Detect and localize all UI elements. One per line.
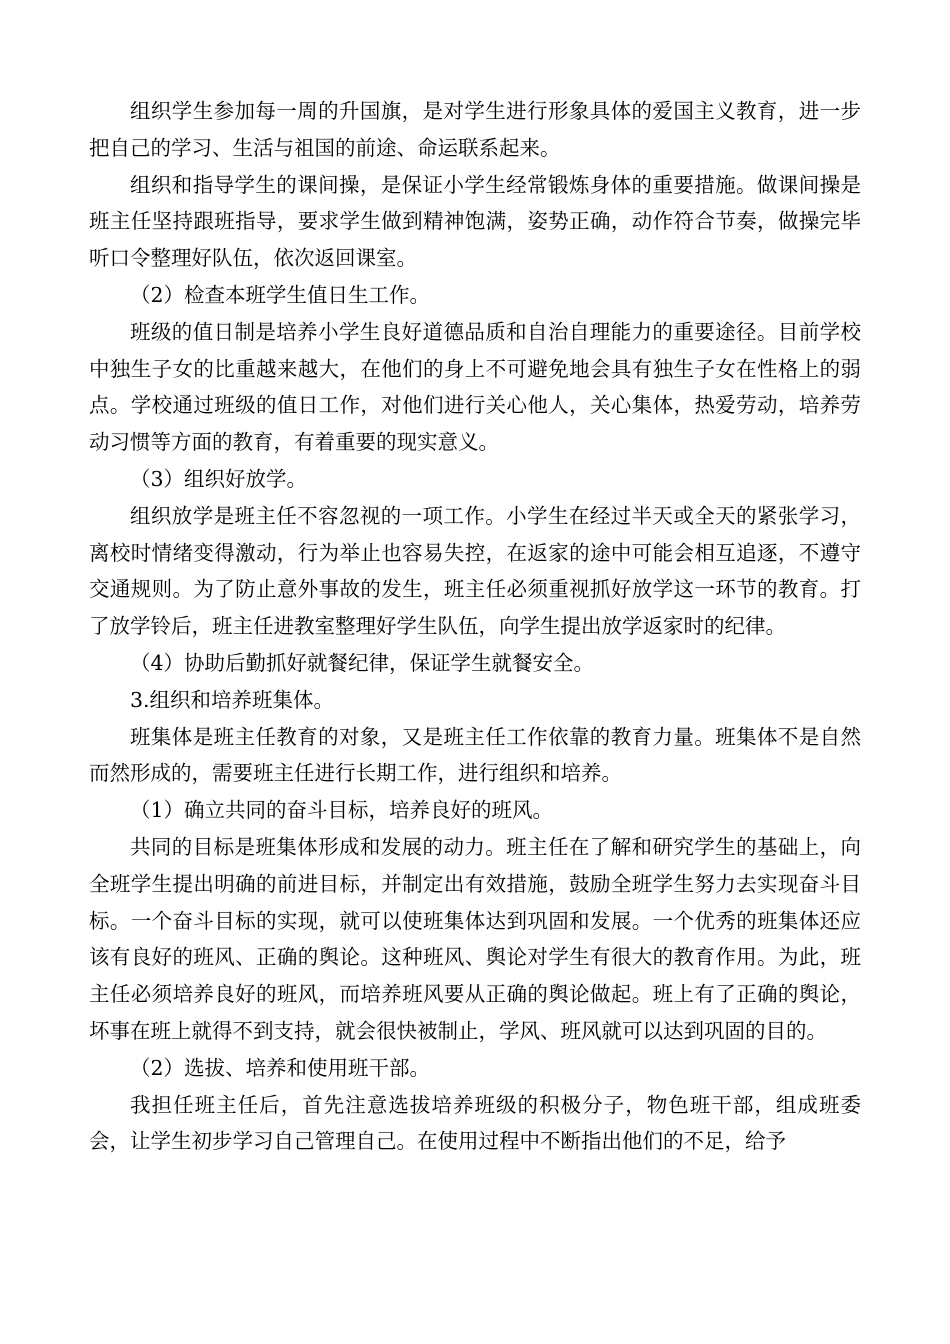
paragraph-flag-raising: 组织学生参加每一周的升国旗，是对学生进行形象具体的爱国主义教育，进一步把自己的学习、生活与祖国的前途、命运联系起来。 bbox=[89, 99, 861, 160]
subheading-dining: （4）协助后勤抓好就餐纪律，保证学生就餐安全。 bbox=[130, 650, 595, 675]
paragraph-common-goal: 共同的目标是班集体形成和发展的动力。班主任在了解和研究学生的基础上，向全班学生提出明确的前进目标，并制定出有效措施，鼓励全班学生努力去实现奋斗目标。一个奋斗目标的实现，就可以使班集体达到巩固和发展。一个优秀的班集体还应该有良好的班风、正确的舆论。这种班风、舆论对学生有很大的教育作用。为此，班主任必须培养良好的班风，而培养班风要从正确的舆论做起。班上有了正确的舆论，坏事在班上就得不到支持，就会很快被制止，学风、班风就可以达到巩固的目的。 bbox=[89, 834, 861, 1043]
paragraph-dismissal: 组织放学是班主任不容忽视的一项工作。小学生在经过半天或全天的紧张学习，离校时情绪变得激动，行为举止也容易失控，在返家的途中可能会相互追逐，不遵守交通规则。为了防止意外事故的发生，班主任必须重视抓好放学这一环节的教育。打了放学铃后，班主任进教室整理好学生队伍，向学生提出放学返家时的纪律。 bbox=[89, 503, 861, 639]
subheading-duty-check: （2）检查本班学生值日生工作。 bbox=[130, 282, 431, 307]
subheading-common-goal: （1）确立共同的奋斗目标，培养良好的班风。 bbox=[130, 798, 554, 823]
paragraph-exercise: 组织和指导学生的课间操，是保证小学生经常锻炼身体的重要措施。做课间操是班主任坚持跟班指导，要求学生做到精神饱满，姿势正确，动作符合节奏，做操完毕听口令整理好队伍，依次返回课室。 bbox=[89, 172, 861, 271]
paragraph-class-cadres: 我担任班主任后，首先注意选拔培养班级的积极分子，物色班干部，组成班委会，让学生初步学习自己管理自己。在使用过程中不断指出他们的不足，给予 bbox=[89, 1092, 861, 1154]
document-page bbox=[89, 93, 861, 1160]
section-heading-class-collective: 3.组织和培养班集体。 bbox=[130, 687, 335, 712]
paragraph-class-collective: 班集体是班主任教育的对象，又是班主任工作依靠的教育力量。班集体不是自然而然形成的，需要班主任进行长期工作，进行组织和培养。 bbox=[89, 724, 861, 786]
subheading-dismissal: （3）组织好放学。 bbox=[130, 466, 308, 491]
paragraph-duty-system: 班级的值日制是培养小学生良好道德品质和自治自理能力的重要途径。目前学校中独生子女的比重越来越大，在他们的身上不可避免地会具有独生子女在性格上的弱点。学校通过班级的值日工作，对他们进行关心他人，关心集体，热爱劳动，培养劳动习惯等方面的教育，有着重要的现实意义。 bbox=[89, 319, 861, 455]
subheading-class-cadres: （2）选拔、培养和使用班干部。 bbox=[130, 1055, 431, 1080]
